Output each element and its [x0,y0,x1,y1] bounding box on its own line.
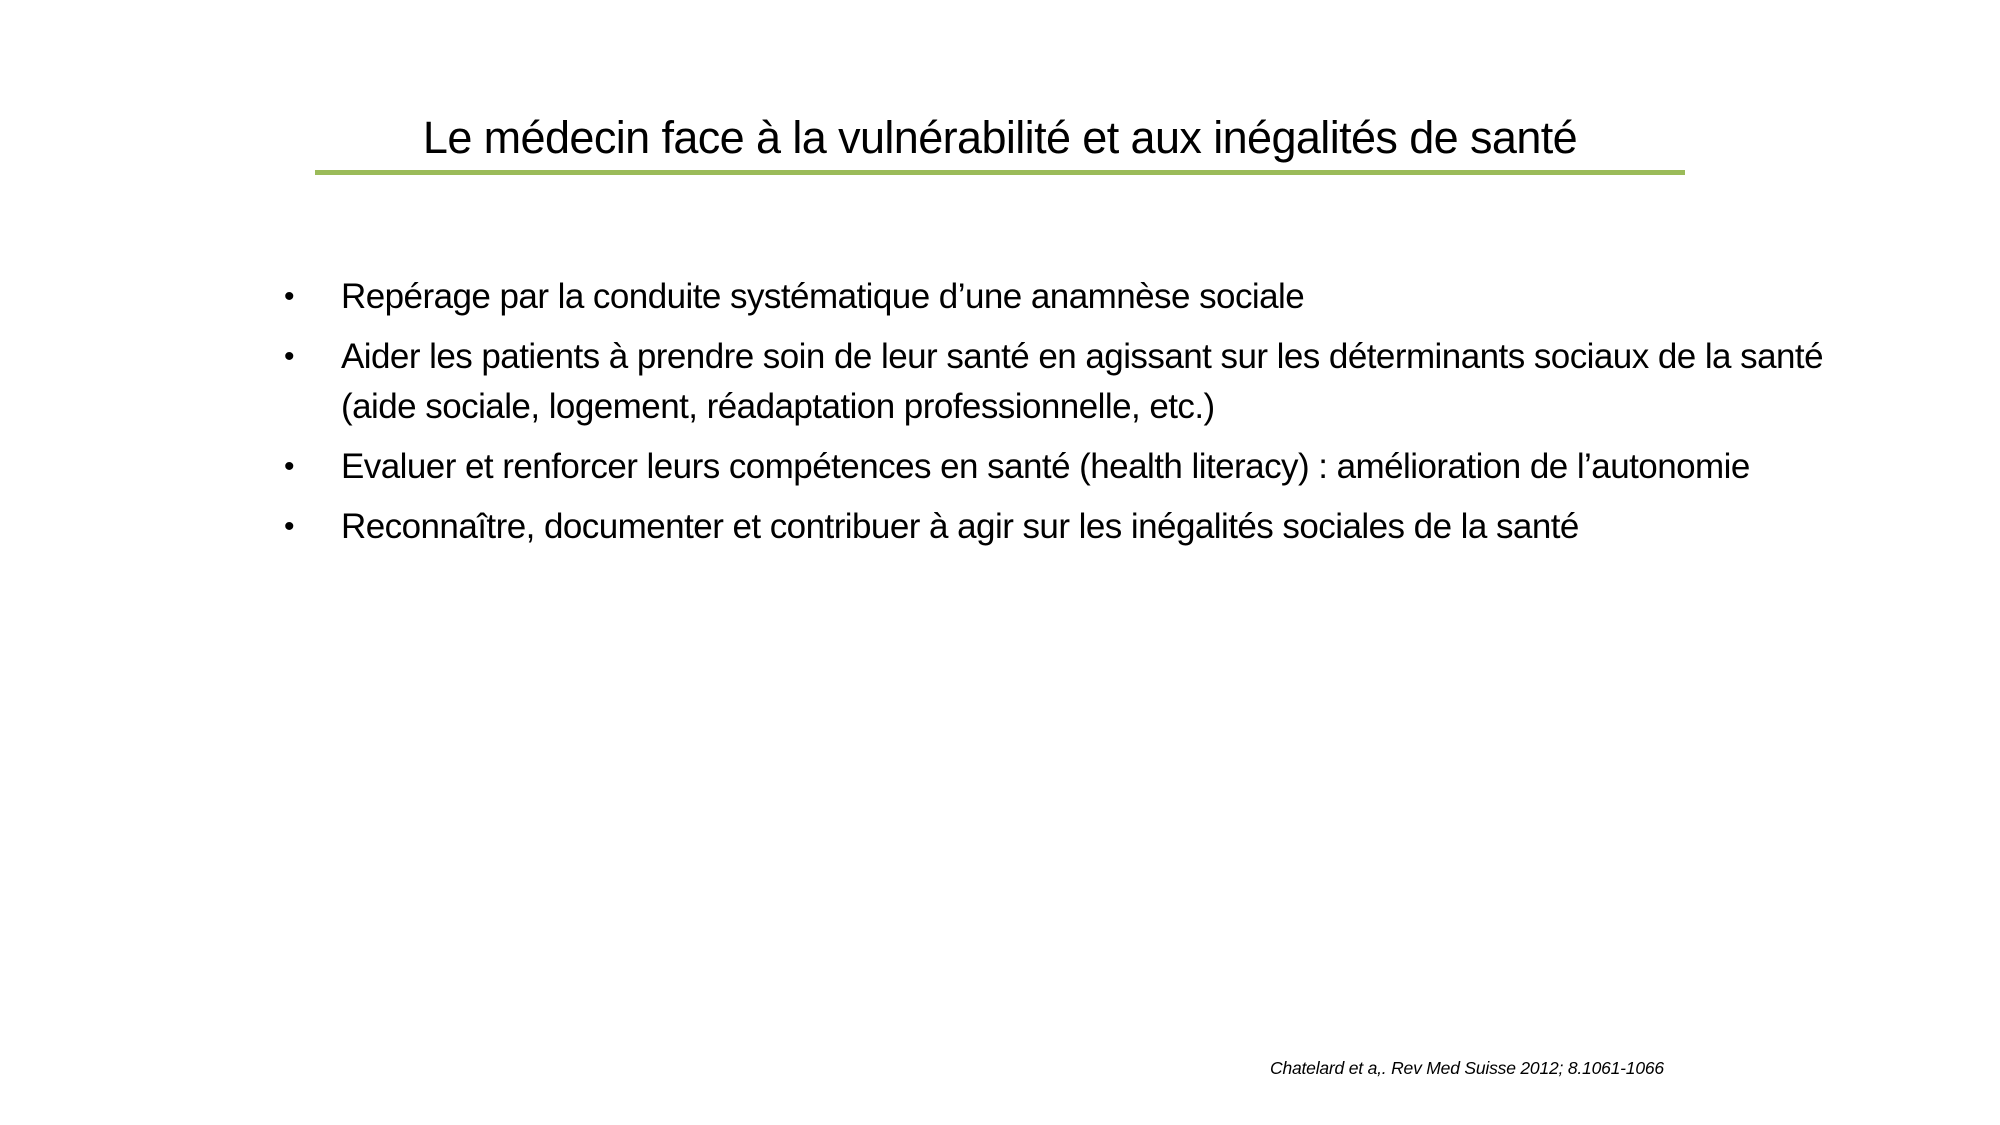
citation-reference: Chatelard et a,. Rev Med Suisse 2012; 8.1061-1066 [1270,1058,1664,1078]
bullet-text: Repérage par la conduite systématique d’une anamnèse sociale [341,277,1305,316]
bullet-dot-icon: • [284,450,294,483]
bullet-text: Evaluer et renforcer leurs compétences en santé (health literacy) : amélioration de l’autonomie [341,447,1750,486]
bullet-item [280,272,1900,322]
bullet-item [280,502,1900,552]
bullet-text: Aider les patients à prendre soin de leur santé en agissant sur les déterminants sociaux de la santé (aide sociale, logement, réadaptation professionnelle, etc.) [341,337,1824,426]
bullet-dot-icon: • [284,510,294,543]
bullet-item [280,332,1900,432]
title-underline-divider [315,170,1685,175]
bullet-text: Reconnaître, documenter et contribuer à agir sur les inégalités sociales de la santé [341,507,1579,546]
bullet-item [280,442,1900,492]
bullet-dot-icon: • [284,340,294,373]
slide-title: Le médecin face à la vulnérabilité et aux inégalités de santé [422,112,1578,163]
bullet-dot-icon: • [284,280,294,313]
bullet-list [280,272,1900,562]
